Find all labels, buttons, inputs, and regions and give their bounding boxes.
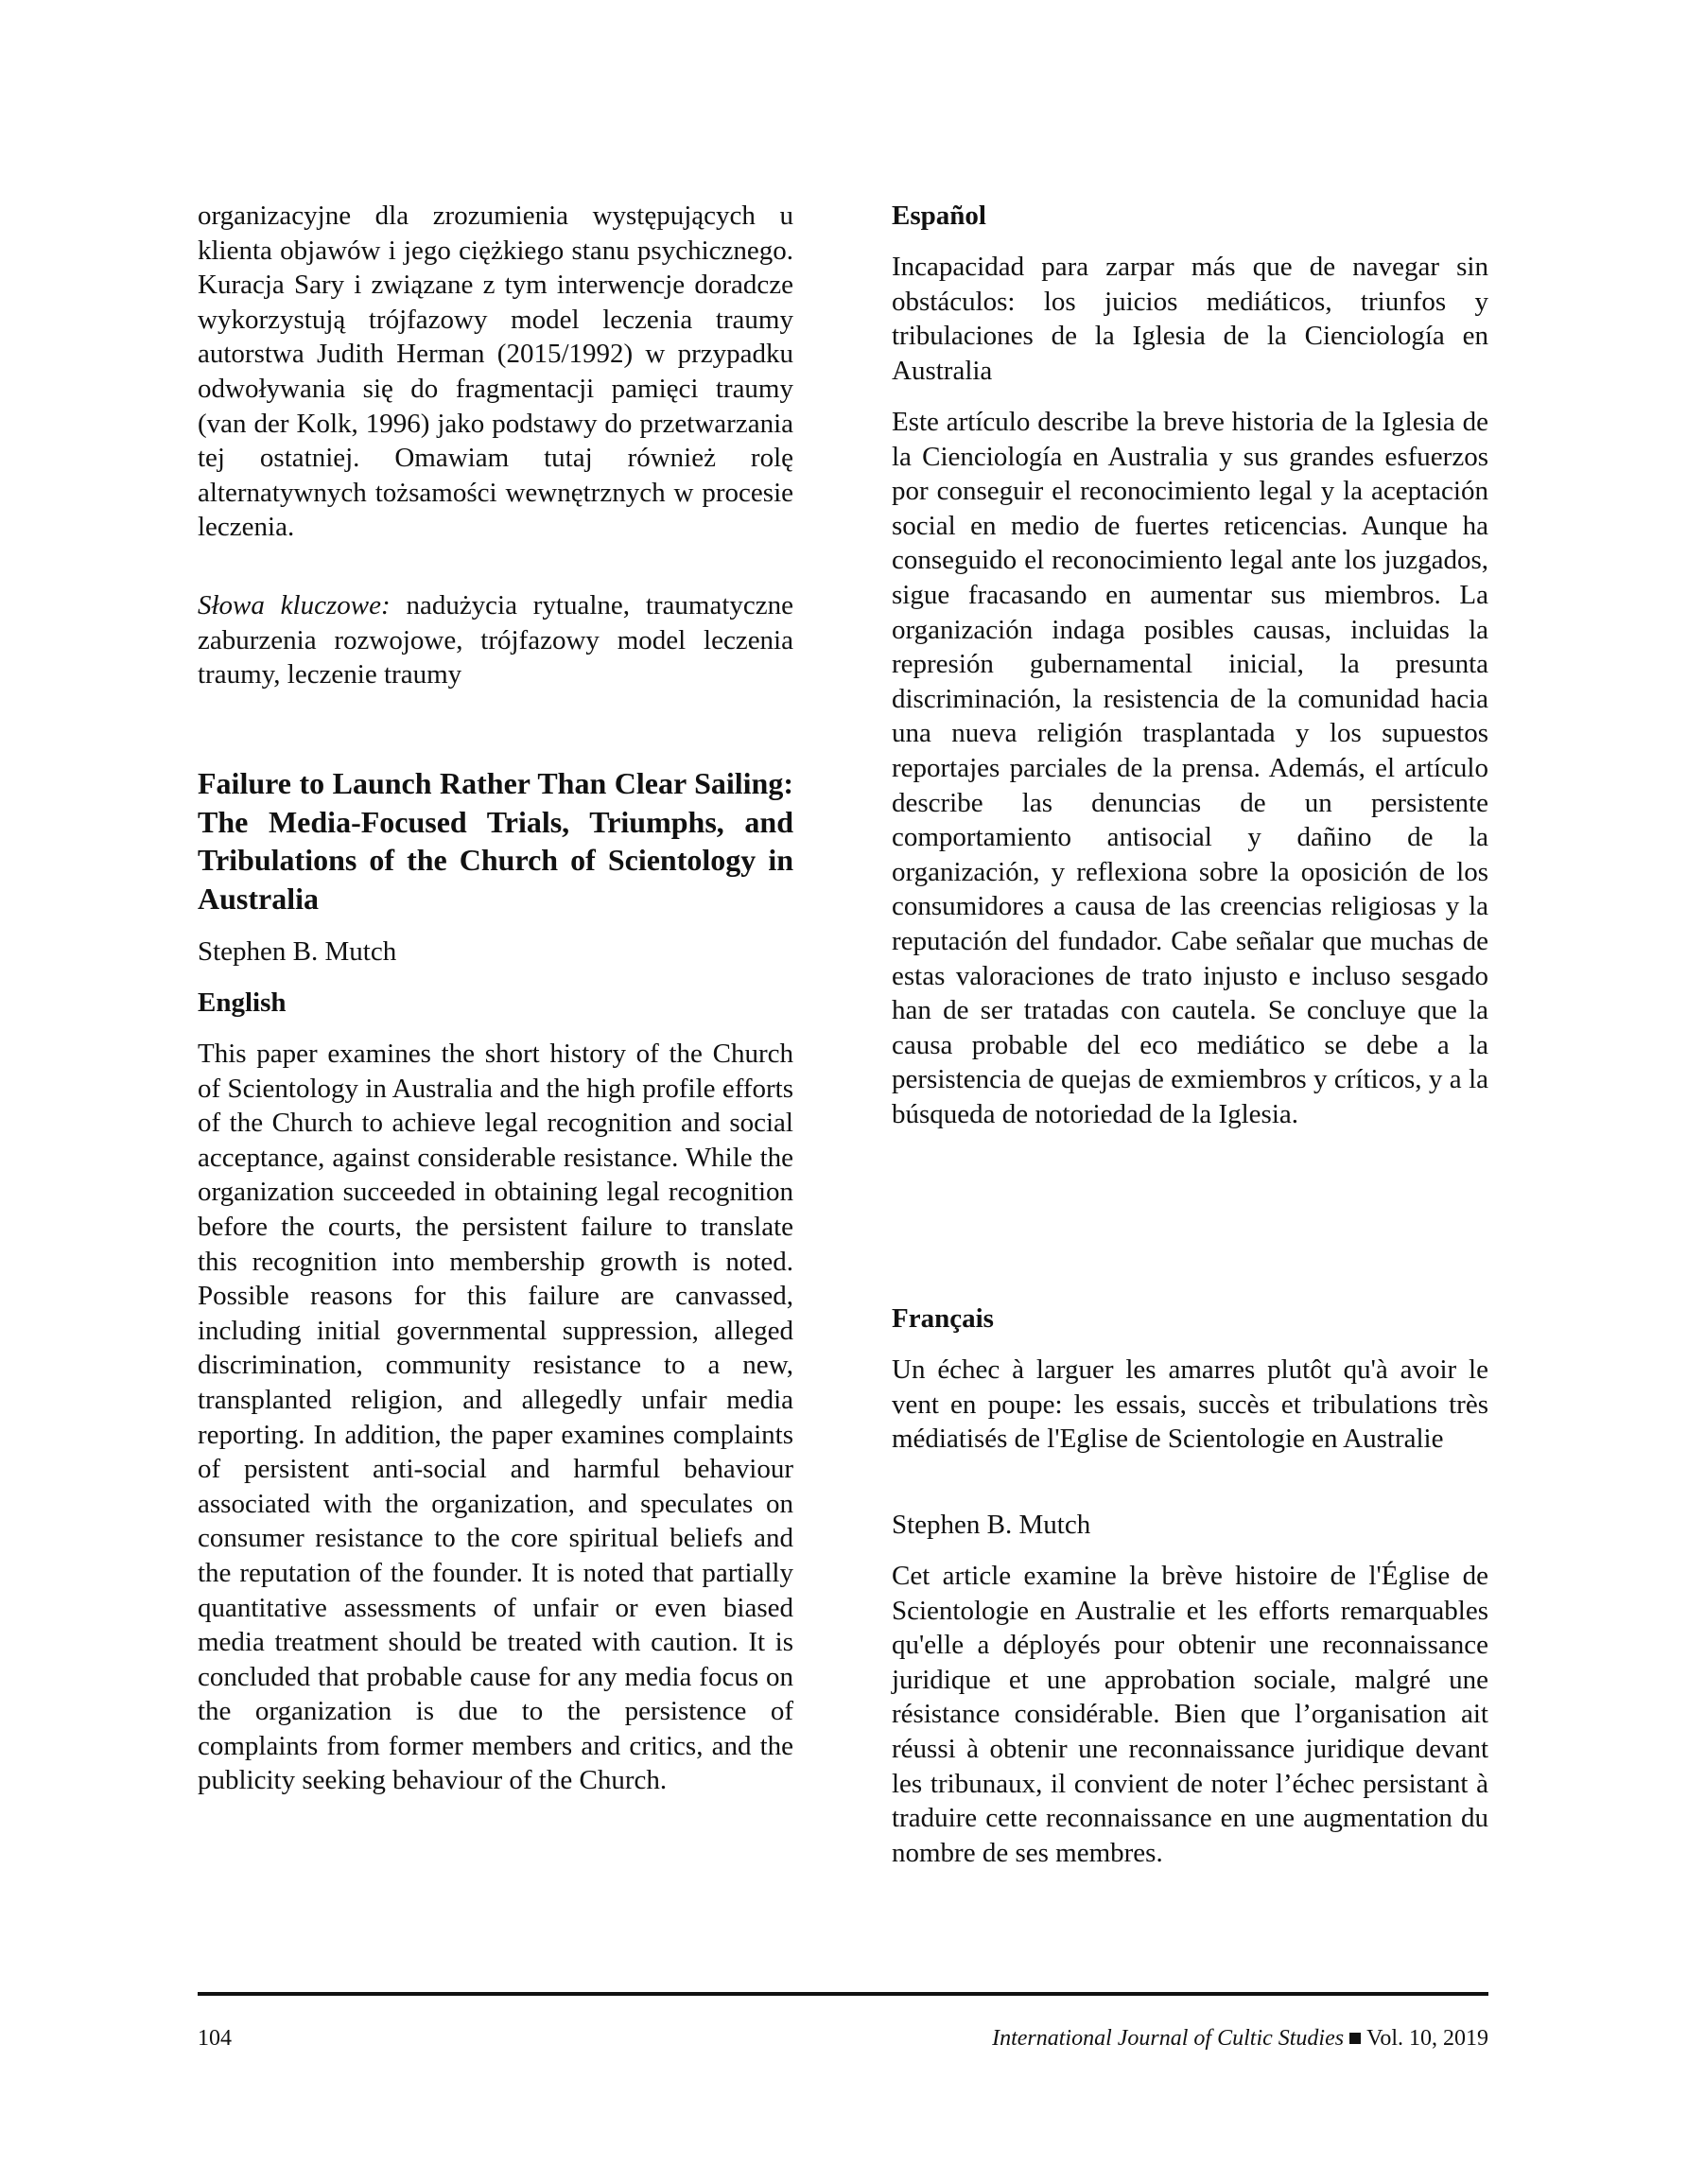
spanish-abstract: Este artículo describe la breve historia de la Iglesia de la Cienciología en Australia y sus grandes esfuerzos por conseguir el reconocimiento legal y la aceptación social en medio de fuertes reticencias. Aunque ha conseguido el reconocimiento legal ante los juzgados, sigue fracasando en aumentar sus miembros. La organización indaga posibles causas, incluidas la represión gubernamental inicial, la presunta discriminación, la resistencia de la comunidad hacia una nueva religión trasplantada y los supuestos reportajes parciales de la prensa. Además, el artículo describe las denuncias de un persistente comportamiento antisocial y dañino de la organización, y reflexiona sobre la oposición de los consumidores a causa de las creencias religiosas y la reputación del fundador. Cabe señalar que muchas de estas valoraciones de trato injusto e incluso sesgado han de ser tratadas con cautela. Se concluye que la causa probable del eco mediático se debe a la persistencia de quejas de exmiembros y críticos, y a la búsqueda de notoriedad de la Iglesia. bbox=[892, 407, 1488, 1129]
right-column bbox=[892, 199, 1488, 1901]
english-abstract: This paper examines the short history of the Church of Scientology in Australia and the high profile efforts of the Church to achieve legal recognition and social acceptance, against considerable resistance. While the organization succeeded in obtaining legal recognition before the courts, the persistent failure to translate this recognition into membership growth is noted. Possible reasons for this failure are canvassed, including initial governmental suppression, alleged discrimination, community resistance to a new, transplanted religion, and allegedly unfair media reporting. In addition, the paper examines complaints of persistent anti-social and harmful behaviour associated with the organization, and speculates on consumer resistance to the core spiritual beliefs and the reputation of the founder. It is noted that partially quantitative assessments of unfair or even biased media treatment should be treated with caution. It is concluded that probable cause for any media focus on the organization is due to the persistence of complaints from former members and critics, and the publicity seeking behaviour of the Church. bbox=[198, 1039, 793, 1796]
page-number: 104 bbox=[198, 2026, 232, 2051]
black-square-icon bbox=[1349, 2033, 1361, 2044]
polish-keywords bbox=[198, 588, 793, 692]
keywords-text: nadużycia rytualne, traumatyczne zaburzenia rozwojowe, trójfazowy model leczenia traumy, leczenie traumy bbox=[198, 590, 794, 690]
journal-name: International Journal of Cultic Studies bbox=[992, 2026, 1345, 2051]
journal-volume: Vol. 10, 2019 bbox=[1366, 2026, 1488, 2051]
english-heading: English bbox=[198, 987, 287, 1018]
french-heading: Français bbox=[892, 1303, 994, 1334]
spanish-heading: Español bbox=[892, 201, 986, 231]
author-name: Stephen B. Mutch bbox=[198, 936, 397, 967]
footer-rule bbox=[198, 1992, 1488, 1996]
polish-abstract-continuation: organizacyjne dla zrozumienia występujących u klienta objawów i jego ciężkiego stanu psychicznego. Kuracja Sary i związane z tym interwencje doradcze wykorzystują trójfazowy model leczenia traumy autorstwa Judith Herman (2015/1992) w przypadku odwoływania się do fragmentacji pamięci traumy (van der Kolk, 1996) jako podstawy do przetwarzania tej ostatniej. Omawiam tutaj również rolę alternatywnych tożsamości wewnętrznych w procesie leczenia. bbox=[198, 201, 793, 543]
french-title: Un échec à larguer les amarres plutôt qu'à avoir le vent en poupe: les essais, succès et tribulations très médiatisés de l'Eglise de Scientologie en Australie bbox=[892, 1354, 1488, 1455]
spanish-title: Incapacidad para zarpar más que de navegar sin obstáculos: los juicios mediáticos, triunfos y tribulaciones de la Iglesia de la Cienciología en Australia bbox=[892, 252, 1488, 386]
keywords-label: Słowa kluczowe: bbox=[198, 590, 391, 620]
french-author: Stephen B. Mutch bbox=[892, 1510, 1091, 1540]
journal-citation bbox=[992, 2026, 1488, 2052]
left-column bbox=[198, 199, 793, 1901]
french-abstract: Cet article examine la brève histoire de l'Église de Scientologie en Australie et les efforts remarquables qu'elle a déployés pour obtenir une reconnaissance juridique et une approbation sociale, malgré une résistance considérable. Bien que l’organisation ait réussi à obtenir une reconnaissance juridique devant les tribunaux, il convient de noter l’échec persistant à traduire cette reconnaissance en une augmentation du nombre de ses membres. bbox=[892, 1561, 1488, 1868]
article-title: Failure to Launch Rather Than Clear Sailing: The Media-Focused Trials, Triumphs, and Tribulations of the Church of Scientology in Australia bbox=[198, 766, 793, 916]
